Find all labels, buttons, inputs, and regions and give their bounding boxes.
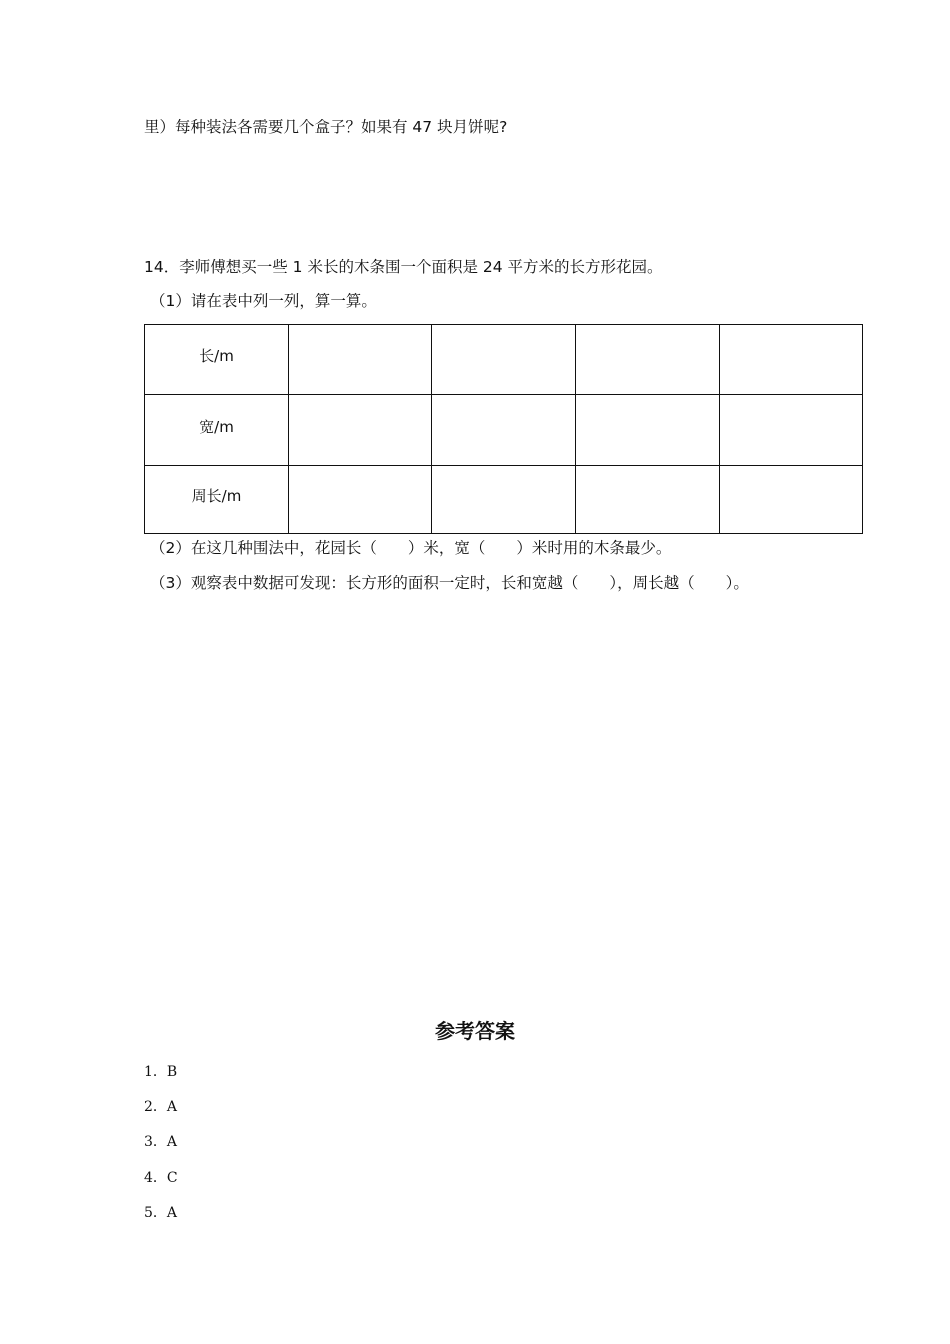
- table-cell[interactable]: [289, 325, 432, 395]
- table-cell[interactable]: [576, 395, 720, 466]
- row-header-perimeter: 周长/m: [145, 466, 289, 534]
- question13-continuation: 里）每种装法各需要几个盒子？如果有 47 块月饼呢?: [144, 118, 508, 136]
- row-header-width: 宽/m: [145, 395, 289, 466]
- question14-part2: （2）在这几种围法中，花园长（ ）米，宽（ ）米时用的木条最少。: [150, 539, 672, 557]
- table-cell[interactable]: [720, 395, 863, 466]
- answer-item: 4．C: [144, 1170, 178, 1186]
- answer-item: 2．A: [144, 1099, 178, 1115]
- question14-part3: （3）观察表中数据可发现：长方形的面积一定时，长和宽越（ ），周长越（ ）。: [150, 574, 749, 592]
- table-cell[interactable]: [289, 395, 432, 466]
- row-header-length: 长/m: [145, 325, 289, 395]
- answer-key-title: 参考答案: [435, 1019, 515, 1043]
- table-row-length: [145, 325, 863, 395]
- table-row-width: [145, 395, 863, 466]
- table-row-perimeter: [145, 466, 863, 534]
- table-cell[interactable]: [289, 466, 432, 534]
- table-cell[interactable]: [720, 466, 863, 534]
- table-cell[interactable]: [720, 325, 863, 395]
- table-cell[interactable]: [432, 466, 576, 534]
- answer-item: 1．B: [144, 1064, 178, 1080]
- table-cell[interactable]: [576, 466, 720, 534]
- table-cell[interactable]: [576, 325, 720, 395]
- rectangle-table: [144, 324, 863, 534]
- answer-item: 5．A: [144, 1205, 178, 1221]
- table-cell[interactable]: [432, 395, 576, 466]
- question14-part1: （1）请在表中列一列，算一算。: [150, 292, 377, 310]
- question14-stem: 14．李师傅想买一些 1 米长的木条围一个面积是 24 平方米的长方形花园。: [144, 258, 663, 276]
- answer-item: 3．A: [144, 1134, 178, 1150]
- table-cell[interactable]: [432, 325, 576, 395]
